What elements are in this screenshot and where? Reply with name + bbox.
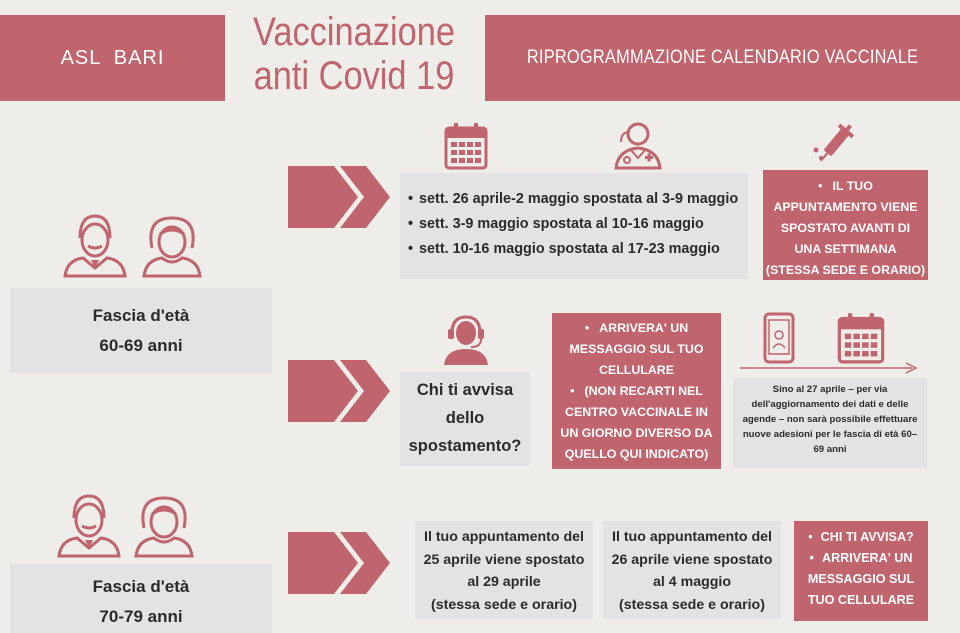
moved-line: APPUNTAMENTO VIENE <box>773 200 918 214</box>
message-line: CENTRO VACCINALE IN <box>565 405 708 419</box>
elderly-man-icon <box>56 494 122 558</box>
chevron-right-icon <box>288 360 390 422</box>
question-line: spostamento? <box>408 437 522 455</box>
age-group-label: Fascia d'età <box>92 576 190 596</box>
appointment-26-april <box>603 521 781 619</box>
calendar-icon <box>444 122 488 170</box>
who-line: • CHI TI AVVISA? <box>808 530 914 544</box>
appt-line: Il tuo appuntamento del <box>612 529 772 545</box>
doctor-icon <box>613 120 663 170</box>
who-notifies-box <box>794 521 928 621</box>
note-line: Sino al 27 aprile – per via <box>772 384 888 395</box>
title-line-2: anti Covid 19 <box>253 54 455 98</box>
chevron-right-icon <box>288 532 390 594</box>
moved-line: (STESSA SEDE E ORARIO) <box>765 263 926 277</box>
age-group-range: 60-69 anni <box>99 335 183 355</box>
header-subtitle <box>485 15 960 101</box>
age-group-70-79 <box>10 564 272 633</box>
phone-icon <box>763 312 795 364</box>
appt-line: Il tuo appuntamento del <box>424 529 584 545</box>
registration-note <box>733 378 927 468</box>
message-line: • ARRIVERA' UN <box>584 321 689 335</box>
title-line-1: Vaccinazione <box>252 10 456 54</box>
elderly-woman-icon <box>140 214 204 278</box>
moved-notice-box <box>763 170 928 280</box>
timeline-arrow-icon <box>740 362 918 374</box>
weeks-list <box>400 173 748 279</box>
headset-operator-icon <box>440 313 492 365</box>
subtitle-text: RIPROGRAMMAZIONE CALENDARIO VACCINALE <box>526 47 919 68</box>
appt-line: (stessa sede e orario) <box>431 596 577 613</box>
list-item: • sett. 3-9 maggio spostata al 10-16 maggio <box>408 212 740 237</box>
message-line: CELLULARE <box>598 363 675 377</box>
age-group-range: 70-79 anni <box>99 606 183 626</box>
message-line: MESSAGGIO SUL TUO <box>569 342 704 356</box>
note-line: nuove adesioni per le fascia di età 60– <box>742 429 918 440</box>
list-item: • sett. 10-16 maggio spostata al 17-23 maggio <box>408 237 740 262</box>
syringe-icon <box>810 120 860 168</box>
appointment-25-april <box>415 521 593 619</box>
who-notifies-question <box>400 372 530 466</box>
elderly-man-icon <box>62 214 128 278</box>
who-line: • ARRIVERA' UN <box>809 551 913 565</box>
moved-line: • IL TUO <box>818 179 873 193</box>
note-line: dell'aggiornamento dei dati e delle <box>751 399 909 410</box>
who-line: TUO CELLULARE <box>807 593 915 607</box>
appt-line: al 29 aprile <box>467 574 541 590</box>
message-notice-box <box>552 313 721 469</box>
moved-line: UNA SETTIMANA <box>794 242 897 256</box>
calendar-icon <box>836 312 886 364</box>
appt-line: 26 aprile viene spostato <box>611 551 773 568</box>
asl-label-text: ASL BARI <box>60 46 165 69</box>
appt-line: (stessa sede e orario) <box>619 596 765 613</box>
who-line: MESSAGGIO SUL <box>807 572 915 586</box>
message-line: • (NON RECARTI NEL <box>570 384 703 398</box>
header-asl-label <box>0 15 225 101</box>
question-line: Chi ti avvisa <box>416 381 514 399</box>
page-title <box>228 10 480 106</box>
question-line: dello <box>445 409 485 427</box>
age-group-60-69 <box>10 288 272 373</box>
chevron-right-icon <box>288 166 390 228</box>
elderly-woman-icon <box>132 494 196 558</box>
list-item: • sett. 26 aprile-2 maggio spostata al 3-9 maggio <box>408 187 740 212</box>
note-line: agende – non sarà possibile effettuare <box>742 414 918 425</box>
note-line: 69 anni <box>813 444 847 455</box>
message-line: UN GIORNO DIVERSO DA <box>560 426 713 440</box>
age-group-label: Fascia d'età <box>92 305 190 325</box>
message-line: QUELLO QUI INDICATO) <box>564 447 709 461</box>
appt-line: 25 aprile viene spostato <box>423 551 585 568</box>
moved-line: SPOSTATO AVANTI DI <box>780 221 911 235</box>
appt-line: al 4 maggio <box>652 574 732 590</box>
